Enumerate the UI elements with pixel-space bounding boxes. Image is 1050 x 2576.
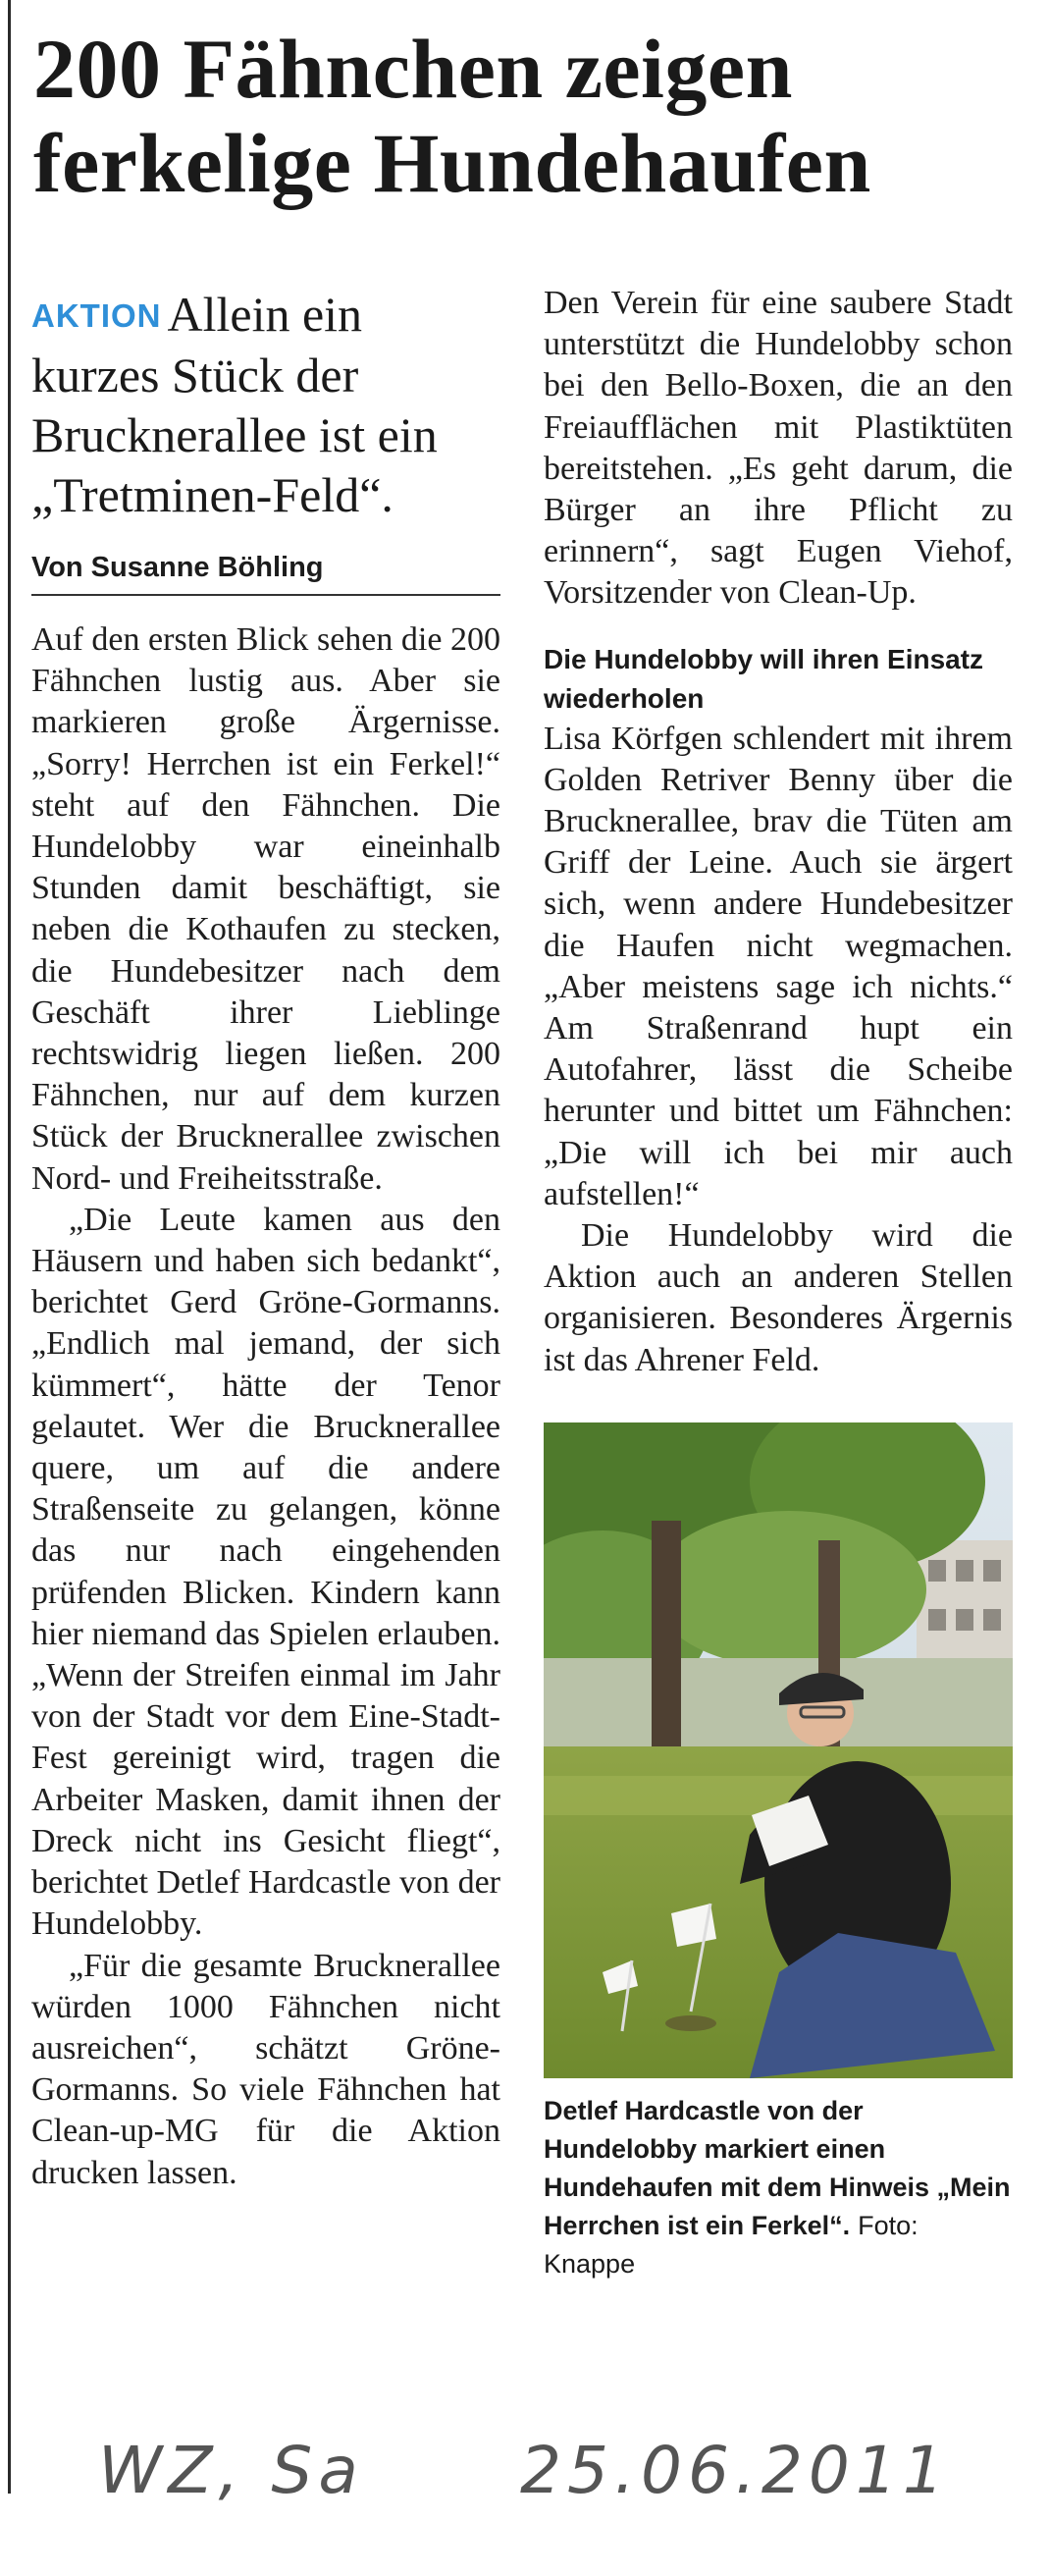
headline	[33, 22, 1024, 210]
lead-line-3: Brucknerallee ist ein	[31, 407, 438, 462]
right-column	[544, 283, 1013, 2283]
author-byline: Von Susanne Böhling	[31, 549, 500, 596]
paragraph: Den Verein für eine saubere Stadt unterstützt die Hundelobby schon bei den Bello-Boxen, die an den Freiaufflächen mit Plastiktüten bereitstehen. „Es geht darum, die Bürger an ihre Pflicht zu erinnern“, sagt Eugen Viehof, Vorsitzender von Clean-Up.	[544, 285, 1013, 612]
photo-caption	[544, 2092, 1013, 2283]
kicker-label: AKTION	[31, 297, 162, 334]
left-column	[31, 285, 500, 2194]
paragraph: Auf den ersten Blick sehen die 200 Fähnchen lustig aus. Aber sie markieren große Ärgernisse. „Sorry! Herrchen ist ein Ferkel!“ steht auf den Fähnchen. Die Hundelobby war eineinhalb Stunden damit beschäftigt, sie neben die Kothaufen zu stecken, die Hundebesitzer nach dem Geschäft ihrer Lieblinge rechtswidrig liegen ließen. 200 Fähnchen, nur auf dem kurzen Stück der Brucknerallee zwischen Nord- und Freiheitsstraße.	[31, 621, 500, 1197]
right-body	[544, 719, 1013, 1381]
column-rule	[8, 0, 11, 2494]
paragraph: Lisa Körfgen schlendert mit ihrem Golden Retriver Benny über die Brucknerallee, brav die Tüten am Griff der Leine. Auch sie ärgert sich, wenn andere Hundebesitzer die Haufen nicht wegmachen. „Aber meistens sage ich nichts.“ Am Straßenrand hupt ein Autofahrer, lässt die Scheibe herunter und bittet um Fähnchen: „Die will ich bei mir auch aufstellen!“	[544, 720, 1013, 1212]
handwritten-source: WZ, Sa	[98, 2433, 364, 2508]
caption-text: Detlef Hardcastle von der Hundelobby markiert einen Hundehaufen mit dem Hinweis „Mein Herrchen ist ein Ferkel“.	[544, 2095, 1011, 2240]
handwritten-note	[59, 2423, 1001, 2531]
paragraph: Die Hundelobby wird die Aktion auch an anderen Stellen organisieren. Besonderes Ärgernis ist das Ahrener Feld.	[544, 1217, 1013, 1378]
left-body	[31, 619, 500, 2194]
news-photo	[544, 1422, 1013, 2078]
lead-line-1	[31, 285, 500, 346]
lead-line-4: „Tretminen-Feld“.	[31, 467, 394, 522]
subheading: Die Hundelobby will ihren Einsatz wiederholen	[544, 643, 984, 714]
lead-text	[31, 285, 500, 525]
headline-line-2: ferkelige Hundehaufen	[33, 116, 871, 210]
lead-line-1-text: Allein ein	[167, 287, 363, 342]
lead-line-2: kurzes Stück der	[31, 348, 359, 402]
handwritten-date: 25.06.2011	[520, 2433, 950, 2508]
headline-line-1: 200 Fähnchen zeigen	[33, 22, 793, 116]
photo-credit: Foto: Knappe	[544, 2210, 919, 2279]
paragraph: „Die Leute kamen aus den Häusern und haben sich bedankt“, berichtet Gerd Gröne-Gormanns. „Endlich mal jemand, der sich kümmert“, hätte der Tenor gelautet. Wer die Brucknerallee quere, um auf die andere Straßenseite zu gelangen, könne das nur nach eingehenden prüfenden Blicken. Kindern kann hier niemand das Spielen erlauben. „Wenn der Streifen einmal im Jahr von der Stadt vor dem Eine-Stadt-Fest gereinigt wird, tragen die Arbeiter Masken, damit ihnen der Dreck nicht ins Gesicht fliegt“, berichtet Detlef Hardcastle von der Hundelobby.	[31, 1201, 500, 1943]
right-body-intro	[544, 283, 1013, 615]
photo-illustration	[544, 1422, 1013, 2078]
paragraph: „Für die gesamte Brucknerallee würden 1000 Fähnchen nicht ausreichen“, schätzt Gröne-Gormanns. So viele Fähnchen hat Clean-up-MG für die Aktion drucken lassen.	[31, 1947, 500, 2191]
